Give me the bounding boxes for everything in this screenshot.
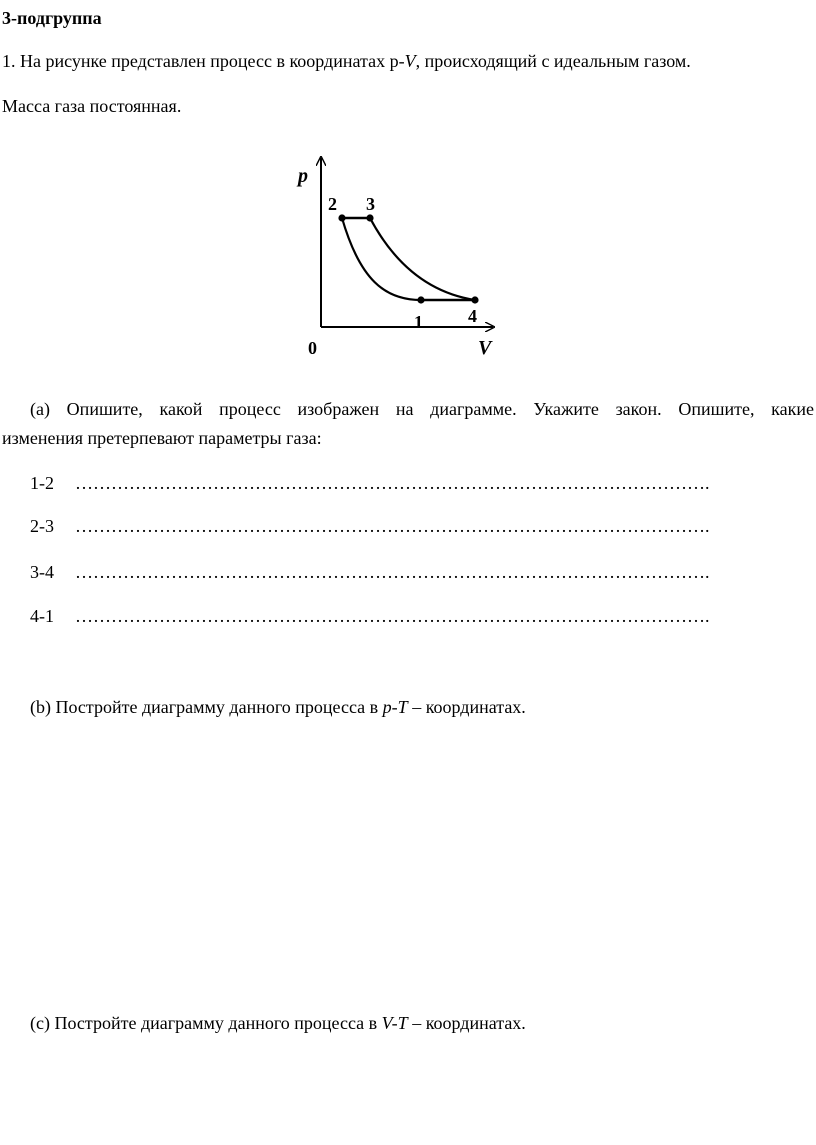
answer-blank-2-3[interactable]: ……………………………………………………………………………………………. [75, 516, 710, 536]
section-heading: 3-подгруппа [2, 8, 102, 28]
question-1-prefix: 1. На рисунке представлен процесс в координатах p- [2, 51, 405, 71]
axis-label-p: p [298, 165, 308, 187]
axis-label-v: V [478, 337, 492, 359]
question-1-suffix: , происходящий с идеальным газом. [415, 51, 691, 71]
point-4 [471, 296, 478, 303]
row-label-3-4: 3-4 [30, 562, 54, 582]
origin-label: 0 [308, 338, 317, 358]
point-label-4: 4 [468, 306, 477, 326]
point-label-2: 2 [328, 194, 337, 214]
answer-blank-3-4[interactable]: ……………………………………………………………………………………………. [75, 562, 710, 582]
part-c-coords: V-T [381, 1013, 408, 1033]
row-label-4-1: 4-1 [30, 606, 54, 626]
point-label-3: 3 [366, 194, 375, 214]
point-3 [366, 214, 373, 221]
process-3-4-curve [370, 218, 475, 300]
part-a-line-2: изменения претерпевают параметры газа: [2, 428, 322, 448]
part-b-line [30, 696, 526, 718]
pv-diagram [290, 150, 510, 360]
process-1-2-curve [342, 218, 421, 300]
point-label-1: 1 [414, 312, 423, 332]
part-c-suffix: – координатах. [407, 1013, 526, 1033]
answer-blank-4-1[interactable]: ……………………………………………………………………………………………. [75, 606, 710, 626]
row-label-1-2: 1-2 [30, 473, 54, 493]
question-1-var-v: V [404, 51, 416, 71]
part-c-line [30, 1012, 526, 1034]
question-1-line-1 [2, 50, 691, 72]
part-a-line-1: (a) Опишите, какой процесс изображен на диаграмме. Укажите закон. Опишите, какие [30, 399, 814, 419]
point-1 [417, 296, 424, 303]
part-c-prefix: (c) Постройте диаграмму данного процесса в [30, 1013, 382, 1033]
answer-blank-1-2[interactable]: ……………………………………………………………………………………………. [75, 473, 710, 493]
part-b-prefix: (b) Постройте диаграмму данного процесса в [30, 697, 383, 717]
point-2 [338, 214, 345, 221]
part-b-coords: p-T [382, 697, 408, 717]
part-b-suffix: – координатах. [407, 697, 526, 717]
question-1-line-2: Масса газа постоянная. [2, 96, 182, 116]
row-label-2-3: 2-3 [30, 516, 54, 536]
